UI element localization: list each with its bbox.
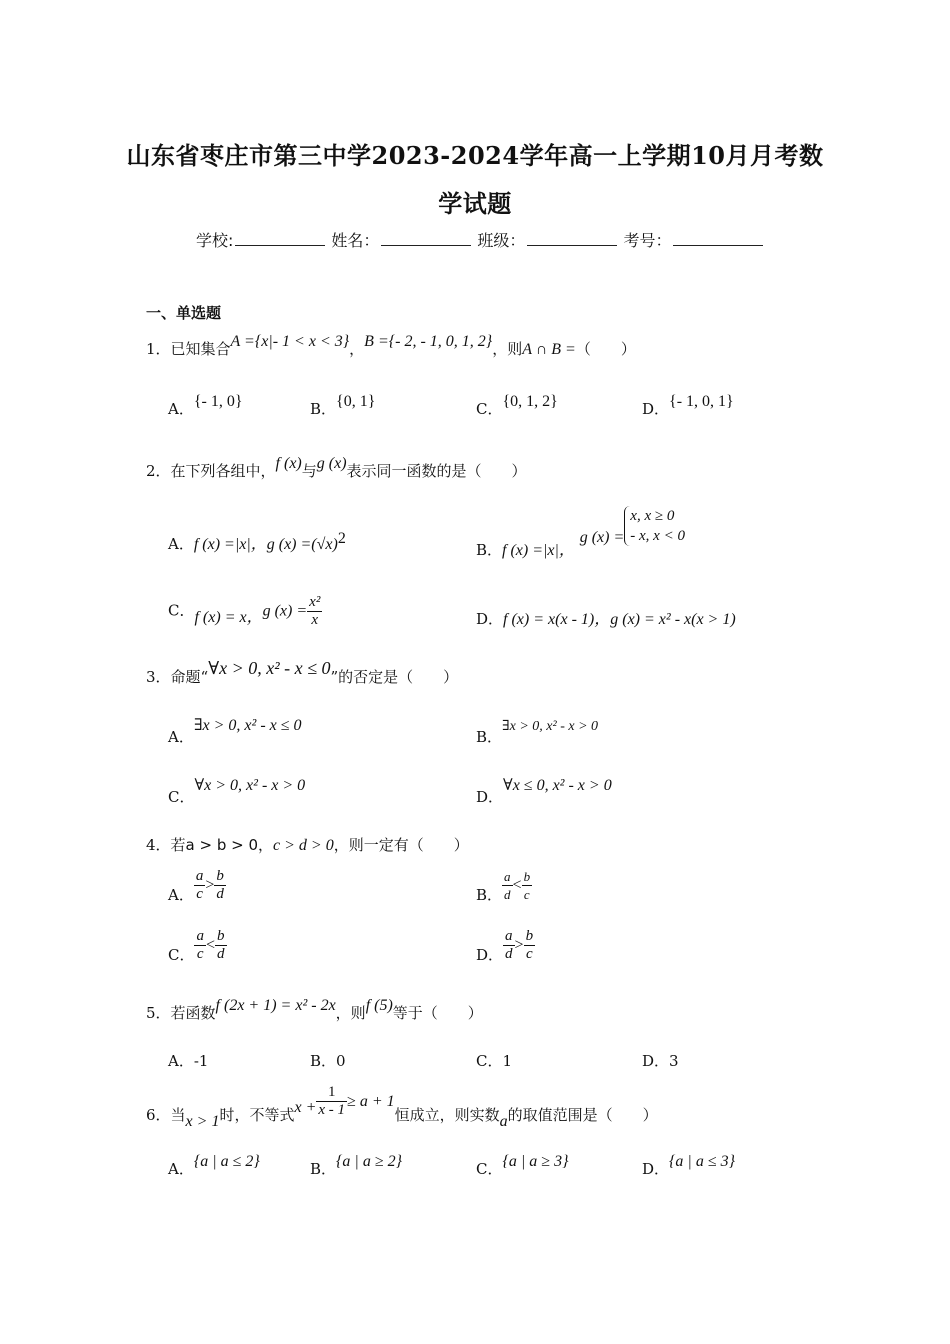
q4-a-frac2: $\frac{b}{d}$ bbox=[216, 868, 224, 902]
q1-comma: ， bbox=[349, 340, 365, 358]
q1-set-b: B ={- 2, - 1, 0, 1, 2} bbox=[364, 333, 493, 350]
school-label: 学校: bbox=[196, 231, 234, 250]
option-value: {a | a ≥ 2} bbox=[336, 1153, 403, 1170]
option-value: {a | a ≤ 2} bbox=[193, 1153, 260, 1170]
q5-f5: f (5) bbox=[365, 997, 393, 1014]
q5-option-b: B．0 bbox=[310, 1052, 346, 1070]
q4-c-op: < bbox=[205, 936, 216, 954]
question-5 bbox=[146, 997, 483, 1023]
q4-option-c bbox=[168, 928, 227, 963]
q4-text: 4．若 bbox=[146, 836, 186, 854]
q4-b-frac2: $\frac{b}{c}$ bbox=[523, 869, 531, 902]
q2-and: 与 bbox=[301, 462, 317, 480]
q4-comma: ， bbox=[258, 836, 274, 854]
option-label: A． bbox=[168, 535, 194, 553]
option-label: C． bbox=[168, 788, 195, 806]
option-value: {- 1, 0} bbox=[193, 393, 243, 410]
q2-c-fraction bbox=[307, 594, 322, 629]
q6-option-b bbox=[310, 1153, 403, 1179]
option-label: B． bbox=[476, 885, 503, 904]
question-3 bbox=[146, 658, 459, 687]
option-label: A． bbox=[168, 885, 194, 904]
option-label: A． bbox=[168, 1160, 194, 1178]
name-label: 姓名： bbox=[331, 231, 380, 250]
option-label: D． bbox=[642, 1160, 670, 1178]
option-label: A． bbox=[168, 728, 194, 746]
option-label: B． bbox=[476, 728, 503, 746]
q5-function: f (2x + 1) = x² - 2x bbox=[215, 997, 336, 1014]
name-blank bbox=[381, 231, 471, 246]
q2-a-f: f (x) =|x|， bbox=[193, 536, 267, 553]
q6-post: 的取值范围是（ ） bbox=[507, 1105, 658, 1124]
option-label: D． bbox=[476, 945, 504, 964]
id-blank bbox=[673, 231, 763, 246]
q2-b-piecewise bbox=[624, 506, 685, 546]
q6-text: 6．当 bbox=[146, 1105, 186, 1124]
q3-option-d bbox=[476, 777, 612, 807]
q5-option-d: D．3 bbox=[642, 1052, 679, 1070]
q6-option-c bbox=[476, 1153, 569, 1179]
q4-b-frac1: $\frac{a}{d}$ bbox=[504, 869, 511, 902]
option-label: A． bbox=[168, 400, 194, 418]
exam-title-line2: 学试题 bbox=[438, 189, 512, 218]
q2-option-a bbox=[168, 530, 346, 554]
q6-var: a bbox=[499, 1112, 508, 1130]
option-value: {0, 1, 2} bbox=[502, 393, 558, 410]
q2-b-f: f (x) =|x|， bbox=[502, 542, 575, 559]
q2-b-case1: x, x ≥ 0 bbox=[630, 508, 675, 524]
q2-a-g: g (x) =(√x) bbox=[266, 536, 338, 553]
q2-c-f: f (x) = x， bbox=[194, 608, 263, 626]
option-label: B． bbox=[476, 541, 503, 559]
q4-option-a bbox=[168, 868, 226, 903]
q1-paren: （ ） bbox=[575, 340, 636, 358]
q1-option-d bbox=[642, 393, 734, 419]
q2-d-f: f (x) = x(x - 1)， bbox=[503, 611, 611, 628]
q4-c-frac2: $\frac{b}{d}$ bbox=[217, 928, 225, 962]
q3-option-b bbox=[476, 719, 599, 747]
q1-set-a: A ={x|- 1 < x < 3} bbox=[230, 333, 350, 350]
q4-a-frac1: $\frac{a}{c}$ bbox=[195, 868, 204, 902]
q2-d-g: g (x) = x² - x(x > 1) bbox=[610, 611, 736, 628]
class-blank bbox=[527, 231, 617, 246]
q4-a-op: > bbox=[205, 876, 215, 894]
q2-c-num: x² bbox=[309, 594, 321, 610]
q3-text: 3．命题“ bbox=[146, 668, 209, 686]
question-6 bbox=[146, 1084, 658, 1130]
q5-option-c: C．1 bbox=[476, 1052, 513, 1070]
section-heading: 一、单选题 bbox=[146, 304, 222, 322]
option-value: {a | a ≤ 3} bbox=[669, 1153, 736, 1170]
option-label: D． bbox=[476, 788, 504, 806]
q3-proposition: ∀x > 0, x² - x ≤ 0 bbox=[208, 658, 331, 678]
q6-ineq-right: ≥ a + 1 bbox=[347, 1092, 395, 1110]
student-info-row bbox=[196, 228, 769, 251]
option-value: ∀x > 0, x² - x > 0 bbox=[194, 777, 306, 794]
q2-b-case2: - x, x < 0 bbox=[630, 528, 685, 544]
q4-option-b bbox=[476, 868, 532, 903]
q5-option-a: A．-1 bbox=[168, 1052, 209, 1070]
q1-option-a bbox=[168, 393, 243, 419]
q1-expr: A ∩ B = bbox=[522, 341, 576, 358]
q2-f: f (x) bbox=[275, 455, 302, 472]
q6-mid2: 恒成立，则实数 bbox=[394, 1105, 500, 1124]
q2-c-den: x bbox=[311, 612, 319, 628]
q1-then: ，则 bbox=[492, 340, 523, 358]
q6-option-d bbox=[642, 1153, 736, 1179]
option-value: ∃x > 0, x² - x ≤ 0 bbox=[193, 717, 302, 734]
option-label: D． bbox=[642, 400, 670, 418]
q3-option-c bbox=[168, 777, 306, 807]
q4-d-frac2: $\frac{b}{c}$ bbox=[525, 928, 534, 962]
option-label: C． bbox=[168, 601, 195, 620]
q4-post: ，则一定有（ ） bbox=[333, 836, 469, 854]
q1-text: 1．已知集合 bbox=[146, 340, 231, 358]
school-blank bbox=[235, 231, 325, 246]
q4-d-frac1: $\frac{a}{d}$ bbox=[505, 928, 513, 962]
q3-option-a bbox=[168, 717, 302, 747]
q6-option-a bbox=[168, 1153, 260, 1179]
option-label: B． bbox=[310, 1160, 337, 1178]
q5-then: ，则 bbox=[335, 1004, 366, 1022]
q6-ineq-left: x + bbox=[294, 1098, 317, 1116]
q2-g: g (x) bbox=[316, 455, 347, 472]
id-label: 考号： bbox=[623, 231, 672, 250]
option-label: C． bbox=[476, 1160, 503, 1178]
q2-c-g: g (x) = bbox=[262, 602, 308, 620]
q4-b-op: < bbox=[512, 876, 522, 894]
q4-option-d bbox=[476, 928, 535, 963]
q1-option-c bbox=[476, 393, 558, 419]
q6-cond: x > 1 bbox=[185, 1112, 220, 1130]
q2-b-g: g (x) = bbox=[579, 529, 625, 546]
q6-fraction: $\frac{1}{x - 1}$ bbox=[318, 1084, 346, 1118]
option-label: B． bbox=[310, 400, 337, 418]
exam-title-line1: 山东省枣庄市第三中学2023-2024学年高一上学期10月月考数 bbox=[126, 141, 824, 170]
q4-cond1: a > b > 0 bbox=[185, 836, 259, 854]
q4-c-frac1: $\frac{a}{c}$ bbox=[196, 928, 204, 962]
class-label: 班级： bbox=[477, 231, 526, 250]
option-value: ∀x ≤ 0, x² - x > 0 bbox=[503, 777, 612, 794]
q1-option-b bbox=[310, 393, 376, 419]
question-1 bbox=[146, 333, 636, 359]
q4-d-op: > bbox=[514, 936, 524, 954]
q6-mid: 时，不等式 bbox=[219, 1105, 295, 1124]
q4-cond2: c > d > 0 bbox=[273, 837, 334, 854]
question-2 bbox=[146, 455, 527, 481]
question-4 bbox=[146, 834, 469, 855]
q5-post: 等于（ ） bbox=[392, 1004, 483, 1022]
option-label: C． bbox=[476, 400, 503, 418]
option-value: {0, 1} bbox=[336, 393, 376, 410]
q2-post: 表示同一函数的是（ ） bbox=[346, 462, 527, 480]
option-value: ∃x > 0, x² - x > 0 bbox=[502, 719, 599, 734]
q3-post: ”的否定是（ ） bbox=[330, 668, 459, 686]
option-label: C． bbox=[168, 945, 195, 964]
q2-a-sup: 2 bbox=[337, 530, 346, 547]
q2-option-b bbox=[476, 506, 685, 559]
option-label: D． bbox=[476, 610, 504, 628]
q5-text: 5．若函数 bbox=[146, 1004, 216, 1022]
q2-option-c bbox=[168, 594, 322, 629]
q2-text: 2．在下列各组中， bbox=[146, 462, 276, 480]
option-value: {- 1, 0, 1} bbox=[669, 393, 734, 410]
q2-option-d bbox=[476, 606, 736, 629]
option-value: {a | a ≥ 3} bbox=[502, 1153, 569, 1170]
